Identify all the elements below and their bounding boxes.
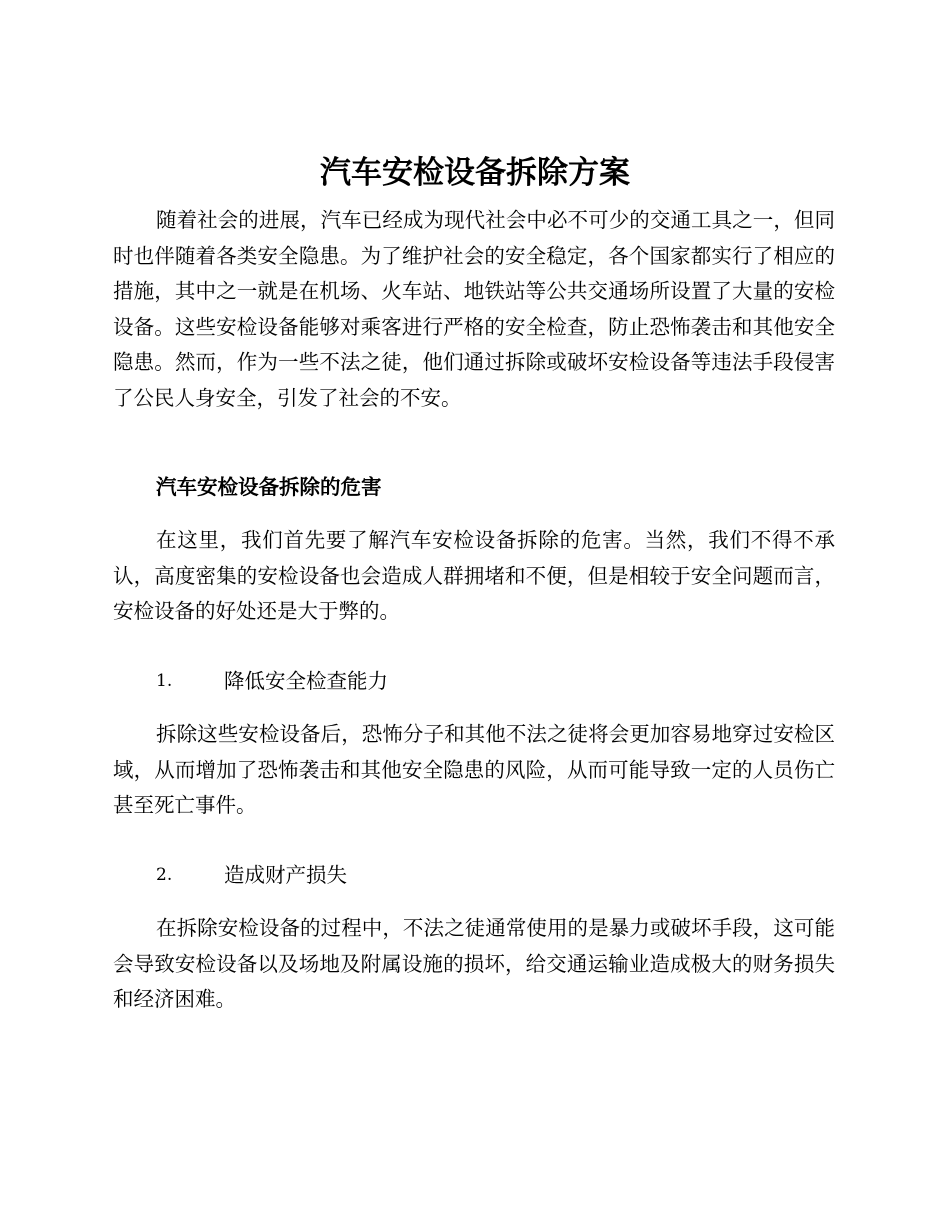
item-2-paragraph: 在拆除安检设备的过程中，不法之徒通常使用的是暴力或破坏手段，这可能会导致安检设备以及场地及附属设施的损坏，给交通运输业造成极大的财务损失和经济困难。 <box>113 916 835 1011</box>
list-number: 1. <box>156 671 173 691</box>
document-title: 汽车安检设备拆除方案 <box>320 155 630 191</box>
section-paragraph: 在这里，我们首先要了解汽车安检设备拆除的危害。当然，我们不得不承认，高度密集的安检设备也会造成人群拥堵和不便，但是相较于安全问题而言，安检设备的好处还是大于弊的。 <box>113 528 835 623</box>
list-label: 造成财产损失 <box>224 863 347 887</box>
intro-paragraph: 随着社会的进展，汽车已经成为现代社会中必不可少的交通工具之一，但同时也伴随着各类安全隐患。为了维护社会的安全稳定，各个国家都实行了相应的措施，其中之一就是在机场、火车站、地铁站等公共交通场所设置了大量的安检设备。这些安检设备能够对乘客进行严格的安全检查，防止恐怖袭击和其他安全隐患。然而，作为一些不法之徒，他们通过拆除或破坏安检设备等违法手段侵害了公民人身安全，引发了社会的不安。 <box>113 208 835 410</box>
list-number: 2. <box>156 865 173 885</box>
item-1-paragraph: 拆除这些安检设备后，恐怖分子和其他不法之徒将会更加容易地穿过安检区域，从而增加了恐怖袭击和其他安全隐患的风险，从而可能导致一定的人员伤亡甚至死亡事件。 <box>113 722 835 817</box>
section-heading: 汽车安检设备拆除的危害 <box>156 475 382 499</box>
list-label: 降低安全检查能力 <box>224 669 388 693</box>
list-item-2 <box>156 857 347 893</box>
list-item-1 <box>156 663 388 699</box>
